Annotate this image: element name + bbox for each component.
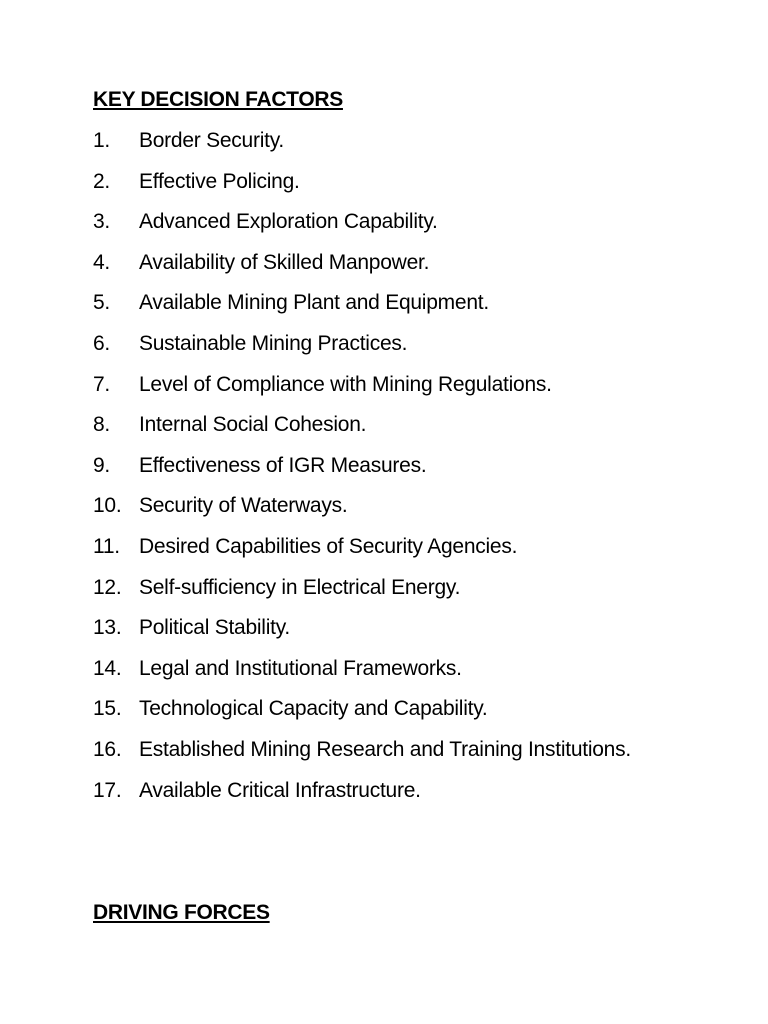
list-item-number: 13. <box>93 616 122 640</box>
list-item-text: Security of Waterways. <box>139 494 348 518</box>
list-item-text: Established Mining Research and Training Institutions. <box>139 737 631 761</box>
list-item-number: 9. <box>93 453 111 477</box>
list-item-text: Advanced Exploration Capability. <box>139 210 438 234</box>
list-item-text: Border Security. <box>139 129 284 152</box>
list-item <box>93 654 631 695</box>
list-item <box>93 207 631 248</box>
list-item-number: 5. <box>93 291 111 315</box>
list-item <box>93 694 631 735</box>
list-item-number: 17. <box>93 778 122 802</box>
list-item <box>93 288 631 329</box>
list-item-number: 15. <box>93 697 122 721</box>
list-item-text: Available Mining Plant and Equipment. <box>139 291 489 315</box>
list-item-text: Political Stability. <box>139 616 291 640</box>
list-item <box>93 776 631 817</box>
list-item-number: 11. <box>93 534 120 558</box>
key-decision-factors-heading: KEY DECISION FACTORS <box>93 88 343 111</box>
list-item <box>93 370 631 411</box>
list-item <box>93 573 631 614</box>
list-item-text: Legal and Institutional Frameworks. <box>139 656 462 680</box>
list-item <box>93 613 631 654</box>
list-item <box>93 167 631 208</box>
list-item-text: Internal Social Cohesion. <box>139 413 367 437</box>
driving-forces-heading: DRIVING FORCES <box>93 901 270 924</box>
list-item-number: 12. <box>93 575 122 599</box>
list-item <box>93 451 631 492</box>
list-item-number: 7. <box>93 372 111 396</box>
list-item-number: 16. <box>93 737 122 761</box>
list-item <box>93 329 631 370</box>
list-item-number: 2. <box>93 169 111 193</box>
list-item <box>93 735 631 776</box>
list-item <box>93 532 631 573</box>
key-decision-factors-list <box>93 126 631 816</box>
list-item-number: 6. <box>93 331 111 355</box>
list-item-text: Effectiveness of IGR Measures. <box>139 453 427 477</box>
list-item <box>93 410 631 451</box>
list-item-text: Level of Compliance with Mining Regulations. <box>139 372 552 396</box>
list-item-text: Available Critical Infrastructure. <box>139 778 421 802</box>
list-item <box>93 248 631 289</box>
list-item-number: 8. <box>93 413 111 437</box>
list-item-text: Sustainable Mining Practices. <box>139 331 408 355</box>
list-item-text: Desired Capabilities of Security Agencies. <box>139 534 518 558</box>
list-item-text: Self-sufficiency in Electrical Energy. <box>139 575 461 599</box>
list-item-number: 1. <box>93 129 111 152</box>
list-item <box>93 491 631 532</box>
list-item-text: Technological Capacity and Capability. <box>139 697 488 721</box>
list-item-text: Effective Policing. <box>139 169 300 193</box>
list-item <box>93 126 631 167</box>
list-item-number: 10. <box>93 494 122 518</box>
list-item-text: Availability of Skilled Manpower. <box>139 250 430 274</box>
list-item-number: 4. <box>93 250 111 274</box>
list-item-number: 14. <box>93 656 122 680</box>
list-item-number: 3. <box>93 210 111 234</box>
